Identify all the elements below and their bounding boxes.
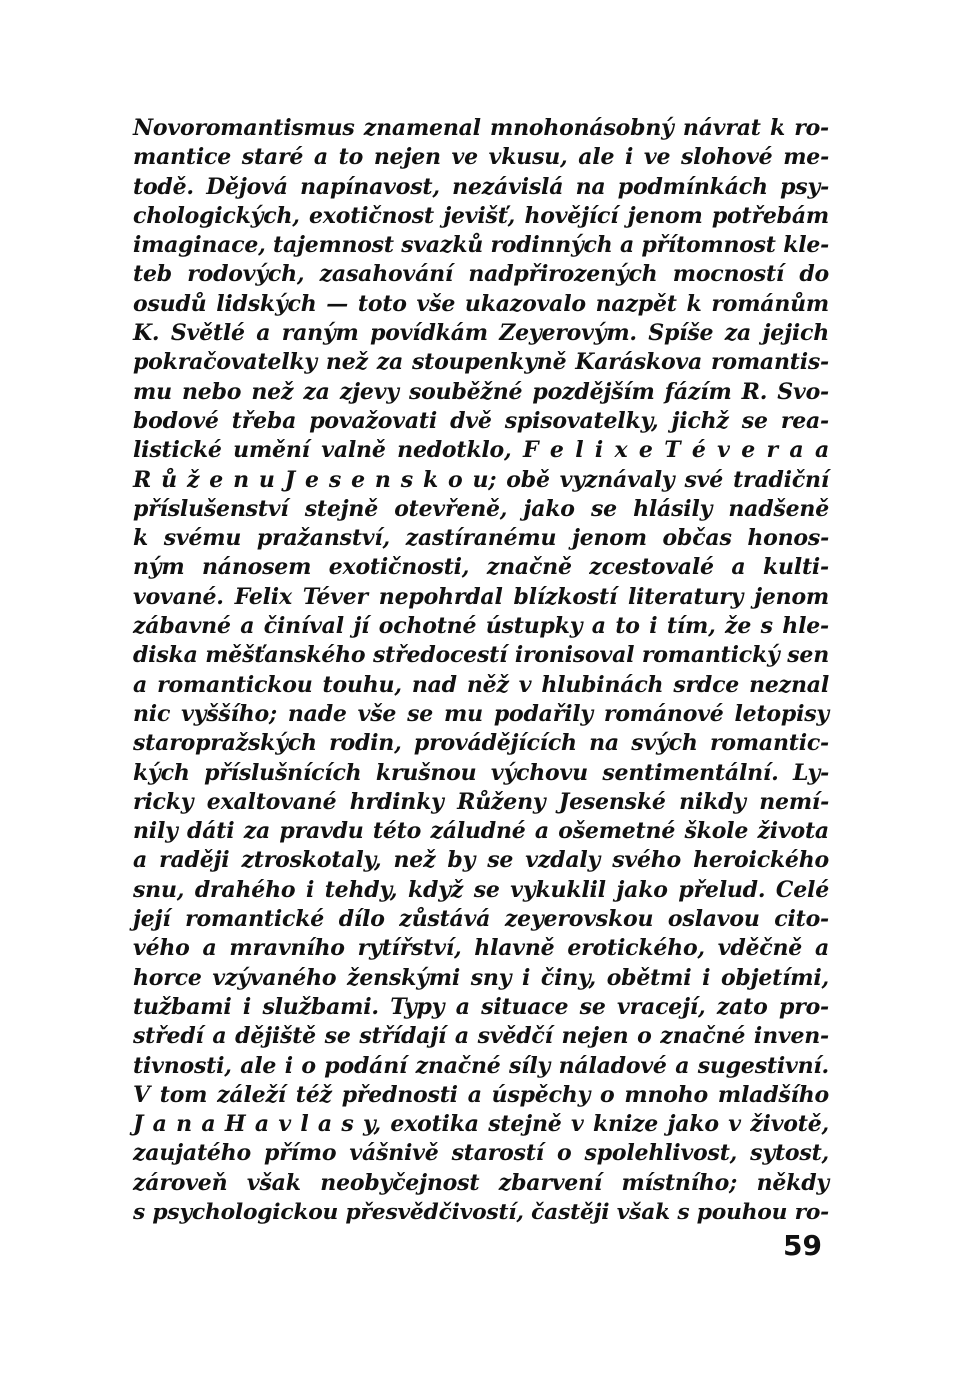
text-line: k svému pražanství, zastíranému jenom občas honos- [133,525,829,552]
text-line: todě. Dějová napínavost, nezávislá na podmínkách psy- [133,173,829,200]
text-line: R ů ž e n u J e s e n s k o u; obě vyznávaly své tradiční [133,466,829,493]
text-line: tivnosti, ale i o podání značné síly náladové a sugestivní. [133,1052,829,1079]
text-line: kých příslušnících krušnou výchovu sentimentální. Ly- [133,759,829,786]
text-line: a romantickou touhu, nad něž v hlubinách srdce neznal [133,671,829,698]
text-line: příslušenství stejně otevřeně, jako se hlásily nadšeně [133,495,829,522]
text-line: pokračovatelky než za stoupenkyně Karáskova romantis- [133,349,829,376]
body-text [133,114,829,1227]
text-line: osudů lidských — toto vše ukazovalo nazpět k románům [133,290,829,317]
text-line: imaginace, tajemnost svazků rodinných a přítomnost kle- [133,232,829,259]
text-line: středí a dějiště se střídají a svědčí nejen o značné inven- [133,1023,829,1050]
page-number: 59 [783,1229,822,1262]
text-line: V tom záleží též přednosti a úspěchy o mnoho mladšího [133,1081,829,1108]
text-line: její romantické dílo zůstává zeyerovskou oslavou cito- [133,906,829,933]
text-line: vého a mravního rytířství, hlavně erotického, vděčně a [133,935,829,962]
text-line: J a n a H a v l a s y, exotika stejně v knize jako v životě, [133,1111,829,1138]
text-line: horce vzývaného ženskými sny i činy, obětmi i objetími, [133,964,829,991]
text-line: teb rodových, zasahování nadpřirozených mocností do [133,261,829,288]
text-line: zábavné a činíval jí ochotné ústupky a to i tím, že s hle- [133,613,829,640]
text-line: mu nebo než za zjevy souběžné pozdějším fázím R. Svo- [133,378,829,405]
text-line: s psychologickou přesvědčivostí, častěji však s pouhou ro- [133,1199,829,1225]
text-line: vované. Felix Téver nepohrdal blízkostí literatury jenom [133,583,829,610]
text-line: bodové třeba považovati dvě spisovatelky, jichž se rea- [133,407,829,434]
text-line: chologických, exotičnost jevišť, hovějící jenom potřebám [133,202,829,229]
text-line: diska měšťanského středocestí ironisoval romantický sen [133,642,829,669]
text-line: nic vyššího; nade vše se mu podařily románové letopisy [133,700,829,727]
text-line: zaujatého přímo vášnivě starostí o spolehlivost, sytost, [133,1140,829,1167]
text-line: ricky exaltované hrdinky Růženy Jesenské nikdy nemí- [133,788,829,815]
text-line: nily dáti za pravdu této záludné a ošemetné škole života [133,818,829,845]
text-line: listické umění valně nedotklo, F e l i x e T é v e r a a [133,437,829,464]
text-line: tužbami i službami. Typy a situace se vracejí, zato pro- [133,993,829,1020]
text-line: ným nánosem exotičnosti, značně zcestovalé a kulti- [133,554,829,581]
text-line: mantice staré a to nejen ve vkusu, ale i ve slohové me- [133,144,829,171]
text-line: snu, drahého i tehdy, když se vykuklil jako přelud. Celé [133,876,829,903]
text-line: Novoromantismus znamenal mnohonásobný návrat k ro- [133,115,829,141]
text-line: K. Světlé a raným povídkám Zeyerovým. Spíše za jejich [133,320,829,347]
text-line: zároveň však neobyčejnost zbarvení místního; někdy [133,1169,829,1196]
text-line: a raději ztroskotaly, než by se vzdaly svého heroického [133,847,829,874]
text-line: staropražských rodin, provádějících na svých romantic- [133,730,829,757]
